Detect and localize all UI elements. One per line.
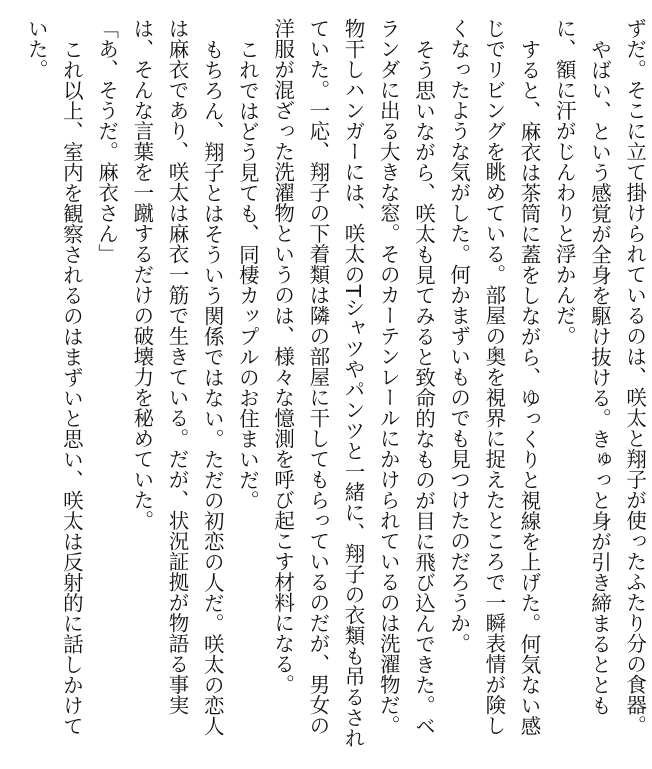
paragraph-6: もちろん、翔子とはそういう関係ではない。ただの初恋の人だ。咲太の恋人は麻衣であり、咲太は麻衣一筋で生きている。だが、状況証拠が物語る事実は、そんな言葉を一蹴するだけの破壊力を秘めていた。	[129, 18, 225, 736]
paragraph-4: そう思いながら、咲太も見てみると致命的なものが目に飛び込んできた。ベランダに出る大きな窓。そのカーテンレールにかけられているのは洗濯物だ。物干しハンガーには、咲太のTシャツやパンツと一緒に、翔子の衣類も吊るされていた。一応、翔子の下着類は隣の部屋に干してもらっているのだが、男女の洋服が混ざった洗濯物というのは、様々な憶測を呼び起こす材料になる。	[270, 18, 436, 749]
paragraph-1: ずだ。そこに立て掛けられているのは、咲太と翔子が使ったふたり分の食器。	[622, 18, 647, 736]
paragraph-3: すると、麻衣は茶筒に蓋をしながら、ゆっくりと視線を上げた。何気ない感じでリビングを眺めている。部屋の奥を視界に捉えたところで一瞬表情が険しくなったような気がした。何かまずいものでも見つけたのだろうか。	[446, 18, 542, 736]
paragraph-8: これ以上、室内を観察されるのはまずいと思い、咲太は反射的に話しかけていた。	[24, 18, 84, 736]
vertical-text-body	[18, 18, 652, 751]
paragraph-7-dialogue: 「あ、そうだ。麻衣さん」	[94, 18, 119, 264]
paragraph-5: これではどう見ても、同棲カップルのお住まいだ。	[235, 38, 260, 510]
paragraph-2: やばい、という感覚が全身を駆け抜ける。きゅっと身が引き締まるとともに、額に汗がじんわりと浮かんだ。	[552, 18, 612, 715]
